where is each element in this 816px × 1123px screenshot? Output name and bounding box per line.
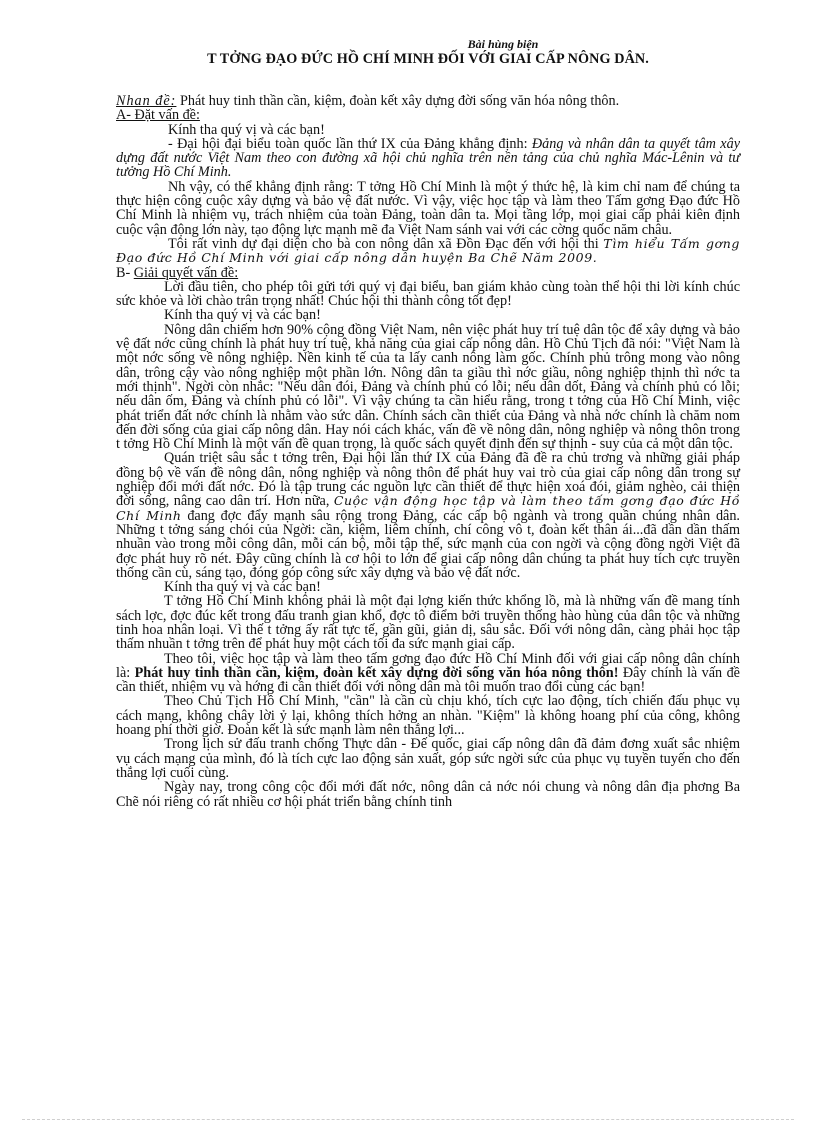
- paragraph-a3-plain: Tôi rất vinh dự đại diện cho bà con nông dân xã Đồn Đạc đến với hội thi: [168, 235, 604, 252]
- paragraph-b2: Nông dân chiếm hơn 90% cộng đồng Việt Nam, nên việc phát huy trí tuệ dân tộc để xây dựng và bảo vệ đất nớc cũng chính là phát huy trí tuệ, khả năng của giai cấp nông dân. Hồ Chủ Tịch đã nói: "Việt Nam là một nớc sống về nông nghiệp. Nền kinh tế của ta lấy canh nông làm gốc. Chính phủ trông mong vào nông dân, trông cậy vào nông nghiệp một phần lớn. Nông dân ta giầu thì nớc giầu, nông nghiệp thịnh thì nớc ta mới thịnh". Ngời còn nhắc: "Nếu dân đói, Đảng và chính phủ có lỗi; nếu dân dốt, Đảng và chính phủ có lỗi; nếu dân ốm, Đảng và chính phủ có lỗi". Vì vậy chúng ta cần hiểu rằng, trong t tởng của Hồ Chí Minh, việc phát triển đất nớc chính là nhằm vào sức dân. Chính sách cần thiết của Đảng và nhà nớc chính là chăm nom đến đời sống của giai cấp nông dân. Hay nói cách khác, vấn đề về nông dân, nông nghiệp và nông thôn trong t tởng Hồ Chí Minh là một vấn đề quan trọng, là quốc sách quyết định đến sự thịnh - suy của cả một dân tộc.: [116, 321, 740, 453]
- paragraph-a1: [116, 137, 740, 180]
- section-b-heading: [116, 266, 740, 280]
- speech-supertitle: Bài hùng biện: [467, 37, 539, 51]
- greeting-b2: Kính tha quý vị và các bạn!: [164, 579, 321, 596]
- campaign-name: Cuộc vận động học tập và làm theo tấm gơng đạo đức Hồ Chí Minh: [116, 493, 740, 523]
- paragraph-a2: Nh vậy, có thể khẳng định rằng: T tởng Hồ Chí Minh là một ý thức hệ, là kim chỉ nam để chúng ta thực hiện công cuộc xây dựng và bảo vệ đất nước. Vì vậy, việc học tập và làm theo Tấm gơng Đạo đức Hồ Chí Minh là nhiệm vụ, trách nhiệm của toàn Đảng, toàn dân ta. Mọi tầng lớp, mọi giai cấp phải kiên định cuộc vận động lớn này, tạo động lực mạnh mẽ đa Việt Nam sánh vai với các cờng quốc năm châu.: [116, 178, 740, 238]
- section-a-heading: A- Đặt vấn đề:: [116, 107, 200, 124]
- document-title: T TỞNG ĐẠO ĐỨC HỒ CHÍ MINH ĐỐI VỚI GIAI CẤP NÔNG DÂN.: [207, 51, 649, 67]
- paragraph-b5: [116, 652, 740, 695]
- section-b-title: Giải quyết vấn đề:: [133, 264, 239, 281]
- paragraph-b8: Ngày nay, trong công cộc đổi mới đất nớc, nông dân cả nớc nói chung và nông dân địa phơng Ba Chẽ nói riêng có rất nhiều cơ hội phát triển bằng chính tinh: [116, 779, 740, 810]
- key-message: Phát huy tinh thần cần, kiệm, đoàn kết xây dựng đời sống văn hóa nông thôn!: [134, 664, 619, 681]
- topic-text: Phát huy tinh thần cần, kiệm, đoàn kết xây dựng đời sống văn hóa nông thôn.: [176, 93, 620, 109]
- topic-line: [116, 94, 740, 108]
- paragraph-a3: [116, 237, 740, 266]
- paragraph-b3: [116, 451, 740, 580]
- greeting-b1: Kính tha quý vị và các bạn!: [164, 307, 321, 324]
- paragraph-b5-b: Đây chính là vấn đề cần thiết, nhiệm vụ và hớng đi cần thiết đối với nông dân mà tôi muốn trao đổi cùng các bạn!: [116, 664, 740, 696]
- paragraph-b6: Theo Chủ Tịch Hồ Chí Minh, "cần" là cần cù chịu khó, tích cực lao động, tích chiến đấu phục vụ cách mạng, không chây lời ỷ lại, không thích hởng an nhàn. "Kiệm" là không hoang phí của công, không hoang phí thời giờ. Đoàn kết là sức mạnh làm nên thắng lợi...: [116, 693, 740, 739]
- paragraph-b7: Trong lịch sử đấu tranh chống Thực dân - Đế quốc, giai cấp nông dân đã đảm đơng xuất sắc nhiệm vụ cách mạng của mình, đó là tích cực lao động sản xuất, góp sức ngời sức của phục vụ tuyền tuyến cho đến thắng lợi cuối cùng.: [116, 736, 740, 781]
- paragraph-b1: Lời đầu tiên, cho phép tôi gửi tới quý vị đại biểu, ban giám khảo cùng toàn thể hội thi lời kính chúc sức khỏe và lời chào trân trọng nhất! Chúc hội thi thành công tốt đẹp!: [116, 278, 740, 310]
- contest-name: Tìm hiểu Tấm gơng Đạo đức Hồ Chí Minh với giai cấp nông dân huyện Ba Chẽ Năm 2009.: [116, 235, 740, 266]
- paragraph-a1-italic: Đảng và nhân dân ta quyết tâm xây dựng đất nước Việt Nam theo con đường xã hội chủ nghĩa trên nền tảng của chủ nghĩa Mác-Lênin và tư tưởng Hồ Chí Minh.: [116, 135, 740, 181]
- page-bottom-divider: [22, 1119, 794, 1120]
- document-body: [116, 94, 740, 809]
- paragraph-b3-a: Quán triệt sâu sắc t tởng trên, Đại hội lần thứ IX của Đảng đã đề ra chủ trơng và những giải pháp đồng bộ về vấn đề nông dân, nông nghiệp và nông thôn để phát huy vai trò của giai cấp nông dân trong sự nghiệp đổi mới đất nớc. Đó là tập trung các nguồn lực cần thiết để thực hiện xoá đói, giảm nghèo, cải thiện đời sống, nâng cao dân trí. Hơn nữa,: [116, 450, 740, 510]
- paragraph-b3-b: đang đợc đẩy mạnh sâu rộng trong Đảng, các cấp bộ ngành và trong quần chúng nhân dân. Những t tởng sáng chói của Ngời: cần, kiệm, liêm chính, chí công vô t, đoàn kết thân ái...đã dần dần thấm nhuần vào trong mỗi công dân, mỗi cán bộ, mỗi tập thể, sức mạnh của con ngời và cộng đồng ngời Việt đã đợc phát huy rõ nét. Đây cũng chính là cơ hội to lớn để giai cấp nông dân chúng ta phát huy tích cực truyền thống cần cù, sáng tạo, đóng góp công sức xây dựng và bảo vệ đất nớc.: [116, 507, 740, 581]
- greeting-a: Kính tha quý vị và các bạn!: [168, 121, 325, 138]
- paragraph-b5-a: Theo tôi, việc học tập và làm theo tấm gơng đạo đức Hồ Chí Minh đối với giai cấp nông dân chính là:: [116, 650, 740, 681]
- section-b-prefix: B-: [116, 264, 134, 281]
- paragraph-a1-plain: - Đại hội đại biểu toàn quốc lần thứ IX của Đảng khẳng định:: [168, 135, 532, 152]
- topic-label: Nhan đề:: [116, 93, 177, 109]
- document-page: [116, 38, 740, 809]
- paragraph-b4: T tởng Hồ Chí Minh không phải là một đại lợng kiến thức khổng lồ, mà là những vấn đề mang tính sách lợc, đợc đúc kết trong đấu tranh gian khổ, đợc tô điểm bởi truyền thống hào hùng của dân tộc và những tinh hoa nhân loại. Vì thế t tởng ấy rất tực tế, gần gũi, giản dị, sâu sắc. Đối với nông dân, càng phải học tập thấm nhuần t tởng trên để phát huy một cách tối đa sức mạnh giai cấp.: [116, 593, 740, 653]
